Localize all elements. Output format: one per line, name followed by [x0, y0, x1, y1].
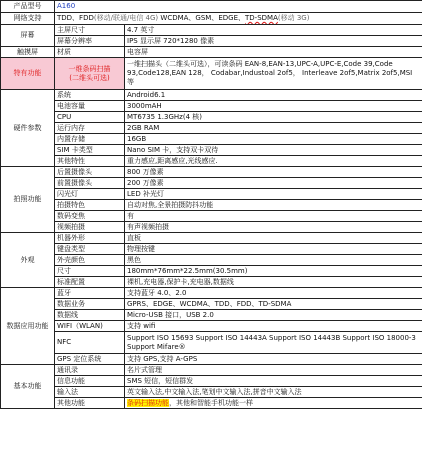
- screen-resolution-row: [1, 36, 422, 47]
- hw-value: Nano SIM 卡，支持双卡双待: [125, 145, 422, 156]
- camera-value: 200 万像素: [125, 178, 422, 189]
- screen-category: 屏幕: [1, 25, 55, 47]
- touch-value: 电容屏: [125, 47, 422, 58]
- camera-label: 拍摄特色: [55, 200, 125, 211]
- special-category: 特有功能: [1, 58, 55, 90]
- hw-row: [1, 145, 422, 156]
- hw-value: Android6.1: [125, 90, 422, 101]
- camera-category: 拍照功能: [1, 167, 55, 233]
- basic-row: [1, 365, 422, 376]
- data-app-label: 数据线: [55, 310, 125, 321]
- hw-row: [1, 134, 422, 145]
- screen-resolution-value: IPS 显示屏 720*1280 像素: [125, 36, 422, 47]
- hw-row: [1, 112, 422, 123]
- camera-label: 视频拍摄: [55, 222, 125, 233]
- basic-value: SMS 短信，短信群发: [125, 376, 422, 387]
- basic-label: 输入法: [55, 387, 125, 398]
- camera-label: 数码变焦: [55, 211, 125, 222]
- screen-resolution-label: 屏幕分辨率: [55, 36, 125, 47]
- network-paren1: (移动/联通/电信 4G): [93, 14, 159, 22]
- hw-label: 其他特性: [55, 156, 125, 167]
- hw-row: [1, 90, 422, 101]
- network-mid: WCDMA、GSM、EDGE、: [158, 14, 245, 22]
- network-label: 网络支持: [1, 13, 55, 25]
- network-paren2: (移动 3G): [277, 14, 310, 22]
- special-label: 一维条码扫描 (二维头可选): [55, 58, 125, 90]
- hw-value: MT6735 1.3GHz(4 核): [125, 112, 422, 123]
- screen-size-value: 4.7 英寸: [125, 25, 422, 36]
- appearance-value: 物理按键: [125, 244, 422, 255]
- special-value: 一维扫描头（二维头可选），可读条码 EAN-8,EAN-13,UPC-A,UPC-E,Code 39,Code 93,Code128,EAN 128， Codabar,Industoal 2of5， Interleave 2of5,Matrix 2of5,MSI 等: [125, 58, 422, 90]
- camera-value: LED 补光灯: [125, 189, 422, 200]
- data-app-value: 支持蓝牙 4.0、2.0: [125, 288, 422, 299]
- data-app-label: 数据业务: [55, 299, 125, 310]
- network-row: [1, 13, 422, 25]
- hw-value: 2GB RAM: [125, 123, 422, 134]
- hw-label: 电池容量: [55, 101, 125, 112]
- appearance-label: 外壳颜色: [55, 255, 125, 266]
- data-app-value: 支持 wifi: [125, 321, 422, 332]
- appearance-row: [1, 255, 422, 266]
- camera-row: [1, 222, 422, 233]
- basic-row: [1, 387, 422, 398]
- appearance-value: 180mm*76mm*22.5mm(30.5mm): [125, 266, 422, 277]
- basic-value-rest: ，其他和智能手机功能一样: [169, 398, 253, 407]
- camera-label: 前置摄像头: [55, 178, 125, 189]
- appearance-row: [1, 266, 422, 277]
- appearance-label: 标准配置: [55, 277, 125, 288]
- camera-row: [1, 200, 422, 211]
- basic-value: [125, 398, 422, 409]
- network-main: TDD、FDD: [57, 14, 94, 22]
- basic-value: 名片式管理: [125, 365, 422, 376]
- hw-label: SIM 卡类型: [55, 145, 125, 156]
- hw-label: CPU: [55, 112, 125, 123]
- appearance-value: 裸机,充电器,保护卡,充电器,数据线: [125, 277, 422, 288]
- screen-size-label: 主屏尺寸: [55, 25, 125, 36]
- touch-row: [1, 47, 422, 58]
- appearance-label: 尺寸: [55, 266, 125, 277]
- camera-label: 后置摄像头: [55, 167, 125, 178]
- appearance-row: [1, 244, 422, 255]
- basic-category: 基本功能: [1, 365, 55, 409]
- data-app-value: 支持 GPS,支持 A-GPS: [125, 354, 422, 365]
- appearance-label: 键盘类型: [55, 244, 125, 255]
- camera-row: [1, 167, 422, 178]
- hw-label: 系统: [55, 90, 125, 101]
- data-app-row: [1, 310, 422, 321]
- camera-value: 有: [125, 211, 422, 222]
- camera-row: [1, 211, 422, 222]
- network-tdscdma: TD-SDMA: [245, 14, 278, 22]
- hw-value: 重力感应,距离感应,光线感应.: [125, 156, 422, 167]
- data-app-category: 数据应用功能: [1, 288, 55, 365]
- data-app-label: WIFI（WLAN): [55, 321, 125, 332]
- hw-row: [1, 101, 422, 112]
- hw-row: [1, 156, 422, 167]
- basic-label: 信息功能: [55, 376, 125, 387]
- data-app-row: [1, 288, 422, 299]
- data-app-label: GPS 定位系统: [55, 354, 125, 365]
- appearance-row: [1, 277, 422, 288]
- basic-label: 通讯录: [55, 365, 125, 376]
- appearance-label: 机器外形: [55, 233, 125, 244]
- network-value: [55, 13, 422, 25]
- hardware-category: 硬件参数: [1, 90, 55, 167]
- basic-value: 英文输入法,中文输入法,笔划中文输入法,拼音中文输入法: [125, 387, 422, 398]
- model-value: A160: [55, 1, 422, 13]
- hw-row: [1, 123, 422, 134]
- data-app-label: NFC: [55, 332, 125, 354]
- barcode-scan-highlight: 条码扫描功能: [127, 398, 169, 407]
- camera-row: [1, 189, 422, 200]
- hw-label: 运行内存: [55, 123, 125, 134]
- data-app-value: Support ISO 15693 Support ISO 14443A Support ISO 14443B Support ISO 18000-3 Support Mifare®: [125, 332, 422, 354]
- model-label: 产品型号: [1, 1, 55, 13]
- basic-label: 其他功能: [55, 398, 125, 409]
- data-app-row: [1, 332, 422, 354]
- hw-value: 16GB: [125, 134, 422, 145]
- hw-value: 3000mAH: [125, 101, 422, 112]
- appearance-row: [1, 233, 422, 244]
- model-row: [1, 1, 422, 13]
- data-app-row: [1, 321, 422, 332]
- camera-row: [1, 178, 422, 189]
- data-app-row: [1, 354, 422, 365]
- basic-row: [1, 398, 422, 409]
- touch-label: 材质: [55, 47, 125, 58]
- touch-category: 触摸屏: [1, 47, 55, 58]
- appearance-category: 外观: [1, 233, 55, 288]
- camera-value: 800 万像素: [125, 167, 422, 178]
- data-app-value: Micro-USB 接口，USB 2.0: [125, 310, 422, 321]
- appearance-value: 黑色: [125, 255, 422, 266]
- special-row: [1, 58, 422, 90]
- camera-value: 有声视频拍摄: [125, 222, 422, 233]
- screen-size-row: [1, 25, 422, 36]
- camera-label: 闪光灯: [55, 189, 125, 200]
- appearance-value: 直板: [125, 233, 422, 244]
- basic-row: [1, 376, 422, 387]
- camera-value: 自动对焦,全景拍摄防抖功能: [125, 200, 422, 211]
- data-app-row: [1, 299, 422, 310]
- data-app-label: 蓝牙: [55, 288, 125, 299]
- hw-label: 内置存储: [55, 134, 125, 145]
- data-app-value: GPRS、EDGE、WCDMA、TDD、FDD、TD-SDMA: [125, 299, 422, 310]
